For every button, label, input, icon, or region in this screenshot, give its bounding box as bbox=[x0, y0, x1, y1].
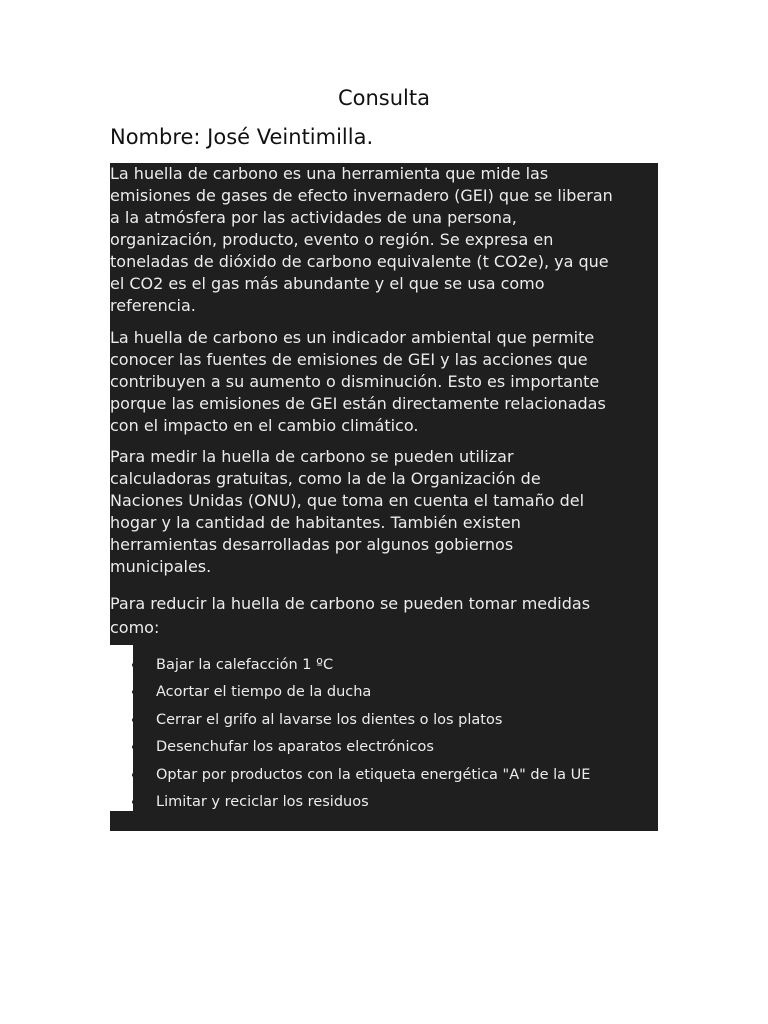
bullet-icon bbox=[132, 800, 136, 804]
text-line: calculadoras gratuitas, como la de la Organización de bbox=[110, 469, 541, 488]
text-line: herramientas desarrolladas por algunos gobiernos bbox=[110, 535, 514, 554]
text-line: porque las emisiones de GEI están directamente relacionadas bbox=[110, 394, 606, 413]
list-item-text: Optar por productos con la etiqueta energética "A" de la UE bbox=[156, 766, 591, 783]
list-item bbox=[110, 680, 590, 707]
paragraph-measurement bbox=[110, 446, 658, 578]
text-line: La huella de carbono es una herramienta que mide las bbox=[110, 164, 549, 183]
text-line: referencia. bbox=[110, 296, 196, 315]
text-line: como: bbox=[110, 618, 160, 637]
text-line: contribuyen a su aumento o disminución. Esto es importante bbox=[110, 372, 600, 391]
text-line: organización, producto, evento o región. Se expresa en bbox=[110, 230, 554, 249]
page-title: Consulta bbox=[337, 86, 430, 110]
text-line: Para medir la huella de carbono se pueden utilizar bbox=[110, 447, 514, 466]
paragraph-reduction-intro bbox=[110, 592, 658, 640]
text-line: emisiones de gases de efecto invernadero (GEI) que se liberan bbox=[110, 186, 613, 205]
list-item bbox=[110, 735, 590, 762]
text-line: el CO2 es el gas más abundante y el que se usa como bbox=[110, 274, 545, 293]
paragraph-indicator bbox=[110, 327, 658, 437]
text-line: conocer las fuentes de emisiones de GEI y las acciones que bbox=[110, 350, 588, 369]
list-item-text: Limitar y reciclar los residuos bbox=[156, 793, 369, 810]
list-item-text: Bajar la calefacción 1 ºC bbox=[156, 657, 334, 673]
text-line: con el impacto en el cambio climático. bbox=[110, 416, 419, 435]
text-line: toneladas de dióxido de carbono equivalente (t CO2e), ya que bbox=[110, 252, 609, 271]
bullet-icon bbox=[132, 745, 136, 749]
highlighted-text-block bbox=[110, 163, 658, 831]
list-item bbox=[110, 790, 590, 817]
list-item bbox=[110, 763, 590, 790]
text-line: La huella de carbono es un indicador ambiental que permite bbox=[110, 328, 595, 347]
measures-list bbox=[110, 653, 590, 817]
bullet-icon bbox=[132, 773, 136, 777]
text-line: Para reducir la huella de carbono se pueden tomar medidas bbox=[110, 594, 591, 613]
author-name-line: Nombre: José Veintimilla. bbox=[110, 125, 374, 149]
text-line: Naciones Unidas (ONU), que toma en cuenta el tamaño del bbox=[110, 491, 585, 510]
bullet-icon bbox=[132, 663, 136, 667]
list-item-text: Acortar el tiempo de la ducha bbox=[156, 684, 372, 701]
text-line: hogar y la cantidad de habitantes. También existen bbox=[110, 513, 521, 532]
paragraph-definition bbox=[110, 163, 658, 317]
bullet-icon bbox=[132, 718, 136, 722]
list-item-text: Desenchufar los aparatos electrónicos bbox=[156, 739, 434, 756]
bullet-icon bbox=[132, 690, 136, 694]
text-line: municipales. bbox=[110, 557, 212, 576]
list-item bbox=[110, 708, 590, 735]
list-item bbox=[110, 653, 590, 680]
list-item-text: Cerrar el grifo al lavarse los dientes o los platos bbox=[156, 711, 503, 728]
measures-list-area bbox=[110, 645, 658, 821]
text-line: a la atmósfera por las actividades de una persona, bbox=[110, 208, 517, 227]
